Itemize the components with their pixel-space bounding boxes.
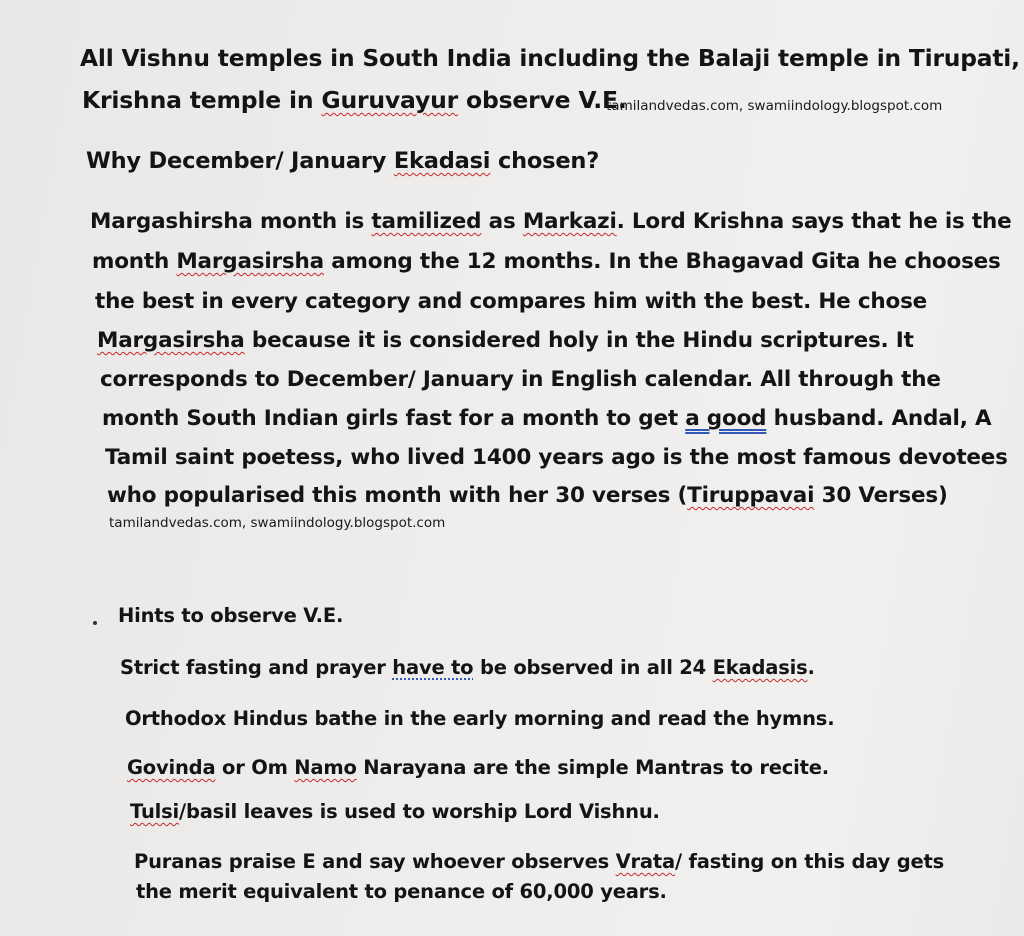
title-line-2: Krishna temple in Guruvayur observe V.E. — [82, 86, 627, 114]
hint-line-3: Govinda or Om Namo Narayana are the simple Mantras to recite. — [127, 756, 830, 779]
hint-line-4: Tulsi/basil leaves is used to worship Lord Vishnu. — [130, 800, 660, 823]
spell-flagged-word: Govinda — [127, 756, 216, 779]
paragraph-line-3: the best in every category and compares him with the best. He chose — [95, 289, 928, 314]
paragraph-line-7: Tamil saint poetess, who lived 1400 years ago is the most famous devotees — [105, 445, 1008, 470]
hint-line-5: Puranas praise E and say whoever observes Vrata/ fasting on this day gets — [134, 850, 945, 873]
bullet-icon — [93, 621, 97, 625]
spell-flagged-word: Margasirsha — [97, 328, 245, 353]
spell-flagged-word: Markazi — [522, 209, 617, 234]
watermark-text-title: tamilandvedas.com, swamiindology.blogspot.com — [606, 98, 943, 114]
watermark-text-paragraph: tamilandvedas.com, swamiindology.blogspot.com — [109, 515, 446, 531]
spell-flagged-word: Namo — [294, 756, 357, 779]
spell-flagged-word: tamilized — [371, 209, 482, 234]
grammar-flagged-phrase: a good — [685, 406, 767, 431]
hints-heading: Hints to observe V.E. — [118, 604, 344, 627]
spell-flagged-word: Tiruppavai — [687, 483, 815, 508]
title-line-1 — [80, 44, 1020, 72]
title-text-1: All Vishnu temples in South India including the Balaji temple in Tirupati, — [80, 44, 1020, 72]
hint-line-2: Orthodox Hindus bathe in the early morning and read the hymns. — [125, 707, 835, 730]
paragraph-line-6: month South Indian girls fast for a month to get a good husband. Andal, A — [102, 406, 992, 431]
spell-flagged-word: Tulsi — [130, 800, 180, 823]
hint-line-6: the merit equivalent to penance of 60,000 years. — [136, 880, 667, 903]
paragraph-line-2: month Margasirsha among the 12 months. In the Bhagavad Gita he chooses — [92, 249, 1001, 274]
question-heading: Why December/ January Ekadasi chosen? — [86, 148, 600, 174]
paragraph-line-1: Margashirsha month is tamilized as Markazi. Lord Krishna says that he is the — [90, 209, 1012, 234]
spell-flagged-word: Vrata — [615, 850, 675, 873]
paragraph-line-5: corresponds to December/ January in English calendar. All through the — [100, 367, 941, 392]
hint-line-1: Strict fasting and prayer have to be observed in all 24 Ekadasis. — [120, 656, 815, 679]
spell-flagged-word: Margasirsha — [176, 249, 324, 274]
grammar-flagged-phrase: have to — [392, 656, 474, 679]
spell-flagged-word: Guruvayur — [321, 86, 459, 114]
paragraph-line-8: who popularised this month with her 30 verses (Tiruppavai 30 Verses) — [107, 483, 948, 508]
spell-flagged-word: Ekadasis — [712, 656, 808, 679]
paragraph-line-4: Margasirsha because it is considered holy in the Hindu scriptures. It — [97, 328, 914, 353]
spell-flagged-word: Ekadasi — [393, 148, 491, 174]
